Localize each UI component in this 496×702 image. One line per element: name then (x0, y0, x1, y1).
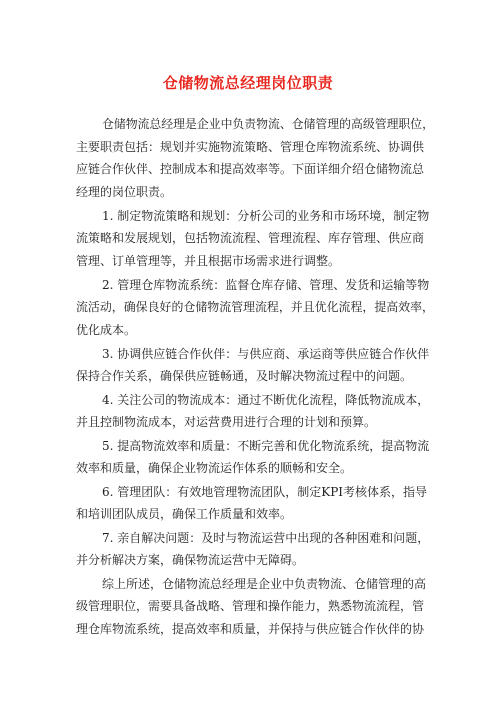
body-line: 并分析解决方案，确保物流运营中无障碍。 (76, 553, 305, 567)
body-line: 流活动，确保良好的仓储物流管理流程，并且优化流程，提高效率， (76, 300, 434, 314)
body-line: 理仓库物流系统，提高效率和质量，并保持与供应链合作伙伴的协 (76, 622, 425, 636)
body-line: 4. 关注公司的物流成本：通过不断优化流程，降低物流成本， (102, 393, 430, 407)
body-line: 管理、订单管理等，并且根据市场需求进行调整。 (76, 254, 341, 268)
body-line: 6. 管理团队：有效地管理物流团队，制定KPI考核体系，指导 (102, 485, 428, 499)
document-title: 仓储物流总经理岗位职责 (162, 74, 334, 92)
body-line: 优化成本。 (76, 323, 137, 337)
body-line: 2. 管理仓库物流系统：监督仓库存储、管理、发货和运输等物 (102, 278, 430, 292)
body-line: 和培训团队成员，确保工作质量和效率。 (76, 507, 293, 521)
body-line: 效率和质量，确保企业物流运作体系的顺畅和安全。 (76, 461, 353, 475)
body-line: 1. 制定物流策略和规划：分析公司的业务和市场环境，制定物 (102, 209, 430, 223)
body-line: 并且控制物流成本，对运营费用进行合理的计划和预算。 (76, 415, 377, 429)
body-line: 经理的岗位职责。 (76, 185, 173, 199)
body-line: 保持合作关系，确保供应链畅通，及时解决物流过程中的问题。 (76, 369, 413, 383)
body-line: 5. 提高物流效率和质量：不断完善和优化物流系统，提高物流 (102, 439, 430, 453)
body-line: 3. 协调供应链合作伙伴：与供应商、承运商等供应链合作伙伴 (102, 347, 430, 361)
body-line: 主要职责包括：规划并实施物流策略、管理仓库物流系统、协调供 (76, 140, 425, 154)
body-line: 仓储物流总经理是企业中负责物流、仓储管理的高级管理职位， (102, 117, 435, 131)
body-line: 综上所述，仓储物流总经理是企业中负责物流、仓储管理的高 (102, 577, 427, 591)
body-line: 流策略和发展规划，包括物流流程、管理流程、库存管理、供应商 (76, 231, 425, 245)
body-line: 7. 亲自解决问题：及时与物流运营中出现的各种困难和问题， (102, 531, 430, 545)
body-line: 应链合作伙伴、控制成本和提高效率等。下面详细介绍仓储物流总 (76, 162, 425, 176)
body-line: 级管理职位，需要具备战略、管理和操作能力，熟悉物流流程，管 (76, 599, 425, 613)
